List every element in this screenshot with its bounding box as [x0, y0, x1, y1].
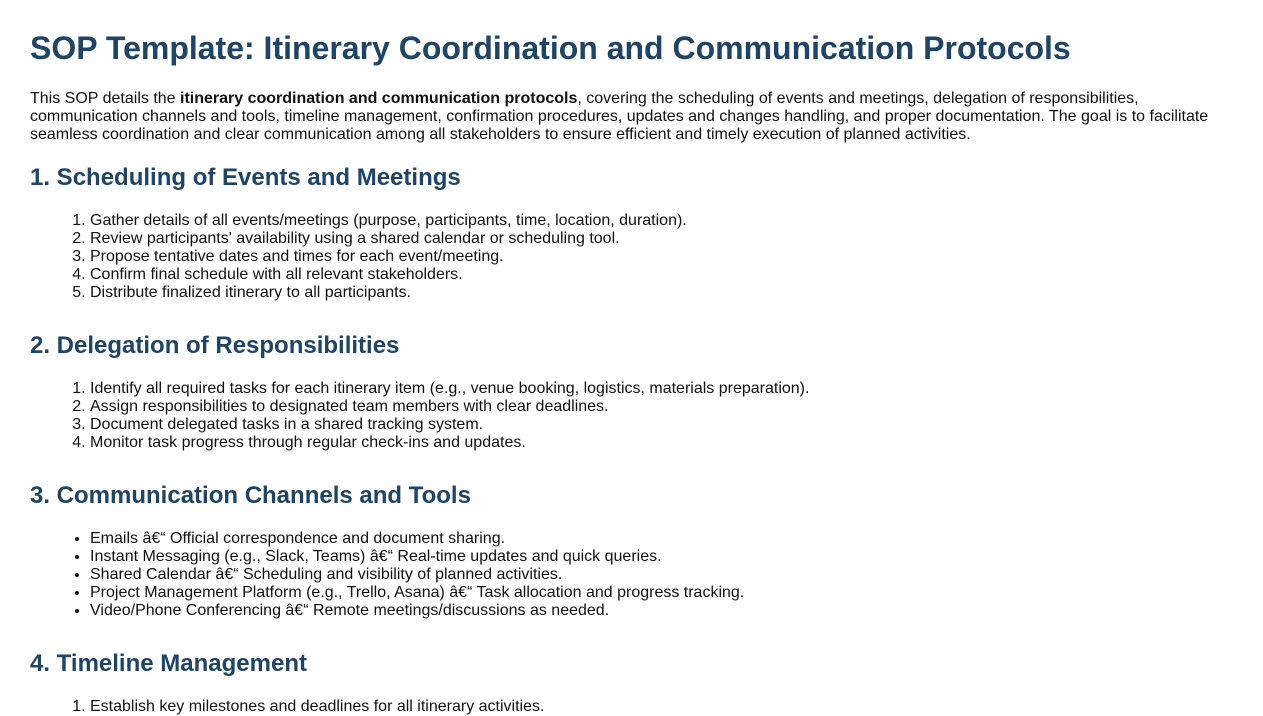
list-item: 3. Document delegated tasks in a shared tracking system. — [90, 416, 1233, 434]
page-title: SOP Template: Itinerary Coordination and Communication Protocols — [30, 30, 1071, 66]
section-heading-delegation: 2. Delegation of Responsibilities — [30, 332, 400, 359]
section-heading-scheduling: 1. Scheduling of Events and Meetings — [30, 164, 461, 191]
list-item: • Video/Phone Conferencing â€“ Remote meetings/discussions as needed. — [90, 602, 1233, 620]
list-item: 2. Assign responsibilities to designated team members with clear deadlines. — [90, 398, 1233, 416]
list-item: • Instant Messaging (e.g., Slack, Teams) â€“ Real-time updates and quick queries. — [90, 548, 1233, 566]
delegation-steps-list — [30, 380, 1233, 452]
intro-bold-text: itinerary coordination and communication protocols — [180, 90, 578, 107]
intro-paragraph — [30, 90, 1220, 144]
list-item: • Emails â€“ Official correspondence and document sharing. — [90, 530, 1233, 548]
list-item: 3. Propose tentative dates and times for each event/meeting. — [90, 248, 1233, 266]
intro-prefix: This SOP details the — [30, 90, 180, 107]
list-item: 4. Confirm final schedule with all relevant stakeholders. — [90, 266, 1233, 284]
list-item: 1. Gather details of all events/meetings (purpose, participants, time, location, duration). — [90, 212, 1233, 230]
list-item: 4. Monitor task progress through regular check-ins and updates. — [90, 434, 1233, 452]
list-item: 5. Distribute finalized itinerary to all participants. — [90, 284, 1233, 302]
list-item: • Project Management Platform (e.g., Trello, Asana) â€“ Task allocation and progress tracking. — [90, 584, 1233, 602]
section-heading-communication: 3. Communication Channels and Tools — [30, 482, 471, 509]
section-heading-timeline: 4. Timeline Management — [30, 650, 307, 677]
intro-suffix: , covering the scheduling of events and meetings, delegation of responsibilities, communication channels and tools, timeline management, confirmation procedures, updates and changes handling, and proper documentation. The goal is to facilitate seamless coordination and clear communication among all stakeholders to ensure efficient and timely execution of planned activities. — [30, 90, 1209, 143]
communication-channels-list — [30, 530, 1233, 620]
list-item: • Shared Calendar â€“ Scheduling and visibility of planned activities. — [90, 566, 1233, 584]
timeline-steps-list — [30, 698, 1233, 716]
list-item: 1. Establish key milestones and deadlines for all itinerary activities. — [90, 698, 1233, 716]
list-item: 1. Identify all required tasks for each itinerary item (e.g., venue booking, logistics, materials preparation). — [90, 380, 1233, 398]
list-item: 2. Review participants' availability using a shared calendar or scheduling tool. — [90, 230, 1233, 248]
scheduling-steps-list — [30, 212, 1233, 302]
